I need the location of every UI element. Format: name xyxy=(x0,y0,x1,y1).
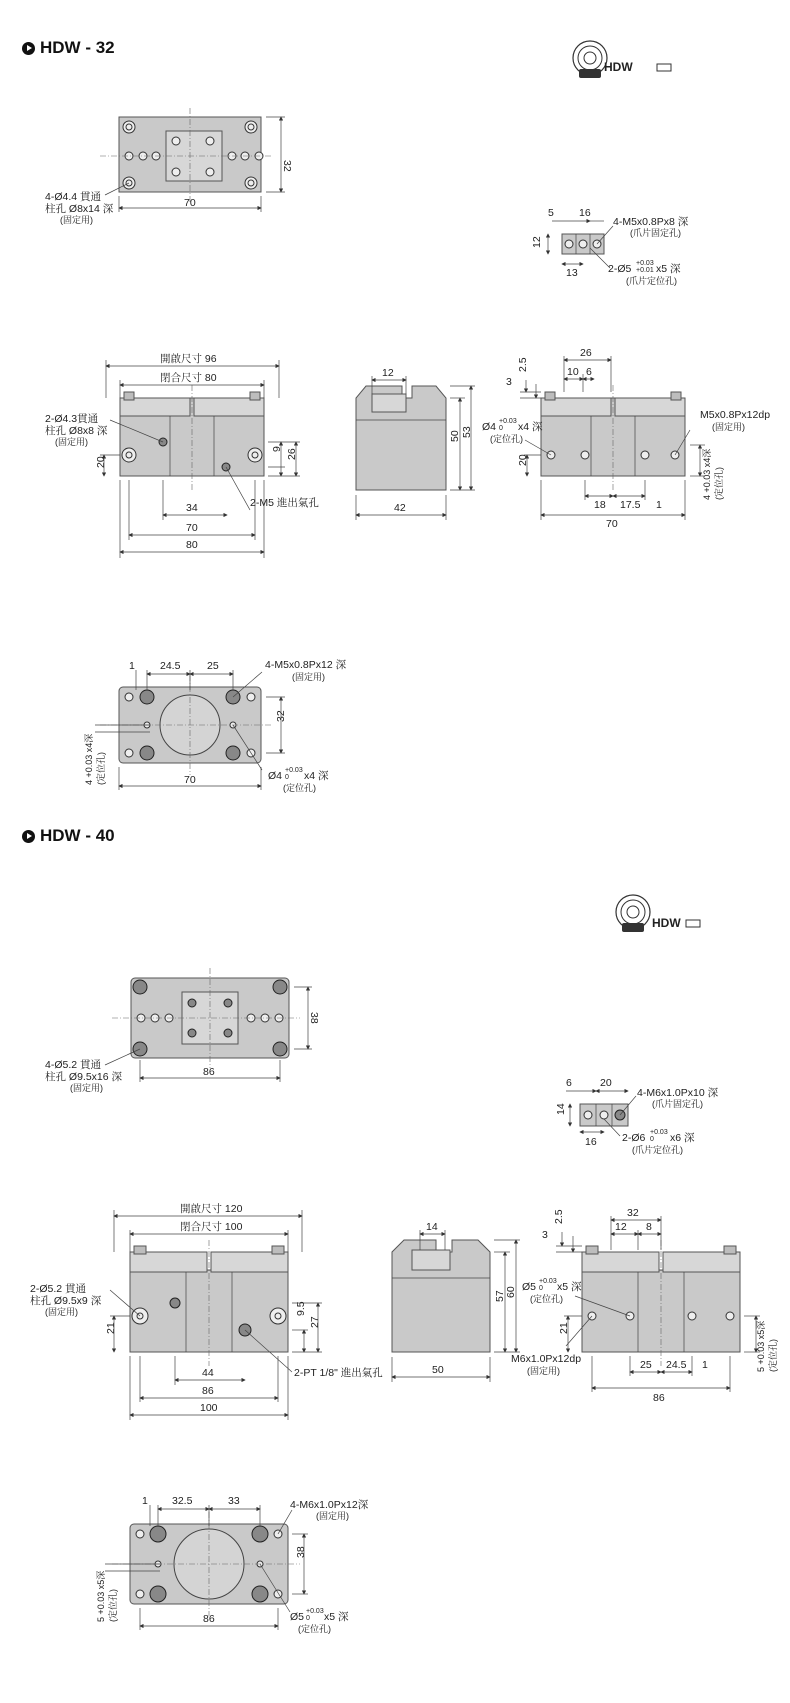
note-rear-thread-32: M5x0.8Px12dp xyxy=(700,409,771,421)
dim-front-open-32: 開啟尺寸 96 xyxy=(160,353,217,365)
dim-bot-h32-32: 32 xyxy=(275,710,287,722)
tol-rear-bot-32: 0 xyxy=(499,425,503,432)
dim-side-h53-32: 53 xyxy=(461,426,473,438)
dim-bot-d33-40: 33 xyxy=(228,1495,240,1507)
note-bot-thread-32: 4-M5x0.8Px12 深 xyxy=(265,659,347,671)
dim-jaw-d2-40: 20 xyxy=(600,1077,612,1089)
note-jaw-pin-40: 2-Ø6 xyxy=(622,1132,646,1144)
side-view-32 xyxy=(356,376,475,520)
note-rear-thread-use-32: (固定用) xyxy=(712,422,745,432)
note-bot-vpin-32: 4 +0.03 x4深 xyxy=(84,733,94,785)
dim-jaw-d1-40: 6 xyxy=(566,1077,572,1089)
badge-label: HDW xyxy=(604,60,633,74)
dim-jaw-d2-32: 16 xyxy=(579,207,591,219)
dim-side-w14-40: 14 xyxy=(426,1221,438,1233)
note-jaw-pin-32: 2-Ø5 xyxy=(608,263,632,275)
dim-front-w44-40: 44 xyxy=(202,1367,214,1379)
dim-rear-h20-32: 20 xyxy=(517,454,529,466)
bottom-view-32 xyxy=(95,670,285,790)
note-jaw-thread-40: 4-M6x1.0Px10 深 xyxy=(637,1087,719,1099)
dim-top-w-32: 70 xyxy=(184,197,196,209)
dim-rear-w17-5-32: 17.5 xyxy=(620,499,641,511)
dim-rear-w6-32: 6 xyxy=(586,366,592,378)
note-bot-thread-use-32: (固定用) xyxy=(292,672,325,682)
dim-jaw-d1-32: 5 xyxy=(548,207,554,219)
front-view-40 xyxy=(110,1210,322,1420)
note-top-cbore-40: 柱孔 Ø9.5x16 深 xyxy=(45,1071,123,1083)
tol-rear-bot-40: 0 xyxy=(539,1285,543,1292)
dim-jaw-d3-40: 14 xyxy=(555,1103,567,1115)
note-top-use-32: (固定用) xyxy=(60,215,93,225)
dim-bot-d25-32: 25 xyxy=(207,660,219,672)
note-rear-vuse-40: (定位孔) xyxy=(768,1339,778,1372)
dim-rear-w18-32: 18 xyxy=(594,499,606,511)
tol-bot-top-40: +0.03 xyxy=(306,1608,324,1615)
dim-front-open-40: 開啟尺寸 120 xyxy=(180,1203,243,1215)
tol-bot-top-32: +0.03 xyxy=(285,767,303,774)
dim-side-h60-40: 60 xyxy=(505,1286,517,1298)
dim-side-h50-32: 50 xyxy=(449,430,461,442)
note-front-cbore-32: 柱孔 Ø8x8 深 xyxy=(45,425,108,437)
dim-rear-h2-5-40: 2.5 xyxy=(553,1209,565,1224)
dim-jaw-d3-32: 12 xyxy=(531,236,543,248)
dim-rear-h3-32: 3 xyxy=(506,376,512,388)
dim-front-h27-40: 27 xyxy=(309,1316,321,1328)
dim-front-h26-32: 26 xyxy=(286,448,298,460)
jaw-detail-32 xyxy=(548,221,613,268)
note-jaw-pin-use-40: (爪片定位孔) xyxy=(632,1145,683,1155)
dim-front-close-40: 閉合尺寸 100 xyxy=(180,1221,243,1233)
note-top-holes-32: 4-Ø4.4 貫通 xyxy=(45,191,102,203)
note-bot-thread-use-40: (固定用) xyxy=(316,1511,349,1521)
bottom-view-40 xyxy=(105,1505,308,1630)
tol-bot-bot-40: 0 xyxy=(306,1615,310,1622)
dim-rear-w1-32: 1 xyxy=(656,499,662,511)
dim-rear-w26-32: 26 xyxy=(580,347,592,359)
dim-front-h20-32: 20 xyxy=(95,456,107,468)
dim-rear-w25-40: 25 xyxy=(640,1359,652,1371)
note-bot-pin-use-40: (定位孔) xyxy=(298,1624,331,1634)
note-bot-thread-40: 4-M6x1.0Px12深 xyxy=(290,1499,369,1511)
dim-front-h9-5-40: 9.5 xyxy=(295,1301,307,1316)
dim-rear-w1-40: 1 xyxy=(702,1359,708,1371)
note-front-use-32: (固定用) xyxy=(55,437,88,447)
dim-rear-w12-40: 12 xyxy=(615,1221,627,1233)
note-jaw-thread-32: 4-M5x0.8Px8 深 xyxy=(613,216,689,228)
dim-front-close-32: 閉合尺寸 80 xyxy=(160,372,217,384)
note-rear-pin-40: Ø5 xyxy=(522,1281,537,1293)
note-rear-thread-use-40: (固定用) xyxy=(527,1366,560,1376)
dim-rear-h2-5-32: 2.5 xyxy=(517,357,529,372)
note-rear-vpin-32: 4 +0.03 x4深 xyxy=(702,448,712,500)
dim-rear-w8-40: 8 xyxy=(646,1221,652,1233)
note-top-holes-40: 4-Ø5.2 貫通 xyxy=(45,1059,102,1071)
dim-bot-d1-40: 1 xyxy=(142,1495,148,1507)
note-rear-thread-40: M6x1.0Px12dp xyxy=(511,1353,582,1365)
dim-bot-w86-40: 86 xyxy=(203,1613,215,1625)
dim-front-w70-32: 70 xyxy=(186,522,198,534)
note-rear-pin-use-40: (定位孔) xyxy=(530,1294,563,1304)
note-bot-pin-40: Ø5 xyxy=(290,1611,305,1623)
note-jaw-thread-use-32: (爪片固定孔) xyxy=(630,228,681,238)
note-bot-vpin-40: 5 +0.03 x5深 xyxy=(96,1570,106,1622)
note-rear-pin-post-32: x4 深 xyxy=(518,421,543,433)
note-bot-pin-post-40: x5 深 xyxy=(324,1611,349,1623)
tol-bot-bot-32: 0 xyxy=(285,774,289,781)
dim-front-w86-40: 86 xyxy=(202,1385,214,1397)
note-jaw-pin-post-32: x5 深 xyxy=(656,263,681,275)
note-rear-vuse-32: (定位孔) xyxy=(714,467,724,500)
note-jaw-pin-post-40: x6 深 xyxy=(670,1132,695,1144)
dim-bot-w70-32: 70 xyxy=(184,774,196,786)
dim-rear-w86-40: 86 xyxy=(653,1392,665,1404)
section-title-hdw40: HDW - 40 xyxy=(22,826,115,846)
tol-jaw-top-40: +0.03 xyxy=(650,1129,668,1136)
note-bot-pin-use-32: (定位孔) xyxy=(283,783,316,793)
dim-front-h9-32: 9 xyxy=(271,446,283,452)
tol-rear-top-40: +0.03 xyxy=(539,1278,557,1285)
dim-bot-h38-40: 38 xyxy=(295,1546,307,1558)
jaw-detail-40 xyxy=(566,1091,636,1136)
note-top-use-40: (固定用) xyxy=(70,1083,103,1093)
section-title-hdw32: HDW - 32 xyxy=(22,38,115,58)
side-view-40 xyxy=(392,1230,520,1382)
dim-rear-w32-40: 32 xyxy=(627,1207,639,1219)
note-front-port-32: 2-M5 進出氣孔 xyxy=(250,497,319,509)
tol-jaw-top-32: +0.03 xyxy=(636,260,654,267)
note-bot-pin-post-32: x4 深 xyxy=(304,770,329,782)
tol-jaw-bot-40: 0 xyxy=(650,1136,654,1143)
top-view-40 xyxy=(105,968,312,1082)
dim-rear-h21-40: 21 xyxy=(558,1322,570,1334)
note-bot-vuse-40: (定位孔) xyxy=(108,1589,118,1622)
note-bot-pin-32: Ø4 xyxy=(268,770,283,782)
dim-side-w42-32: 42 xyxy=(394,502,406,514)
dim-side-w50-40: 50 xyxy=(432,1364,444,1376)
dim-front-h21-40: 21 xyxy=(105,1322,117,1334)
note-front-cbore-40: 柱孔 Ø9.5x9 深 xyxy=(30,1295,102,1307)
dim-rear-w24-5-40: 24.5 xyxy=(666,1359,687,1371)
front-view-32 xyxy=(100,360,300,558)
note-front-holes-32: 2-Ø4.3貫通 xyxy=(45,413,99,425)
note-rear-pin-32: Ø4 xyxy=(482,421,497,433)
dim-front-w80-32: 80 xyxy=(186,539,198,551)
dim-rear-h3-40: 3 xyxy=(542,1229,548,1241)
dim-side-h57-40: 57 xyxy=(494,1290,506,1302)
note-jaw-pin-use-32: (爪片定位孔) xyxy=(626,276,677,286)
badge-label: HDW xyxy=(652,916,681,930)
dim-jaw-d4-40: 16 xyxy=(585,1136,597,1148)
tol-jaw-bot-32: +0.01 xyxy=(636,267,654,274)
rear-view-32 xyxy=(520,356,705,520)
note-top-cbore-32: 柱孔 Ø8x14 深 xyxy=(45,203,114,215)
dim-rear-w70-32: 70 xyxy=(606,518,618,530)
dim-side-w12-32: 12 xyxy=(382,367,394,379)
note-rear-vpin-40: 5 +0.03 x5深 xyxy=(756,1320,766,1372)
dim-top-h-40: 38 xyxy=(308,1012,320,1024)
dim-front-w100-40: 100 xyxy=(200,1402,218,1414)
note-bot-vuse-32: (定位孔) xyxy=(96,752,106,785)
note-rear-pin-use-32: (定位孔) xyxy=(490,434,523,444)
dim-top-w-40: 86 xyxy=(203,1066,215,1078)
dim-front-w34-32: 34 xyxy=(186,502,198,514)
dim-rear-w10-32: 10 xyxy=(567,366,579,378)
note-jaw-thread-use-40: (爪片固定孔) xyxy=(652,1099,703,1109)
note-front-use-40: (固定用) xyxy=(45,1307,78,1317)
rear-view-40 xyxy=(556,1216,760,1392)
dim-jaw-d4-32: 13 xyxy=(566,267,578,279)
note-rear-pin-post-40: x5 深 xyxy=(557,1281,582,1293)
dim-top-h-32: 32 xyxy=(281,160,293,172)
note-front-port-40: 2-PT 1/8" 進出氣孔 xyxy=(294,1367,383,1379)
dim-bot-d1-32: 1 xyxy=(129,660,135,672)
dim-bot-d32-5-40: 32.5 xyxy=(172,1495,193,1507)
note-front-holes-40: 2-Ø5.2 貫通 xyxy=(30,1283,87,1295)
tol-rear-top-32: +0.03 xyxy=(499,418,517,425)
dim-bot-d24-5-32: 24.5 xyxy=(160,660,181,672)
